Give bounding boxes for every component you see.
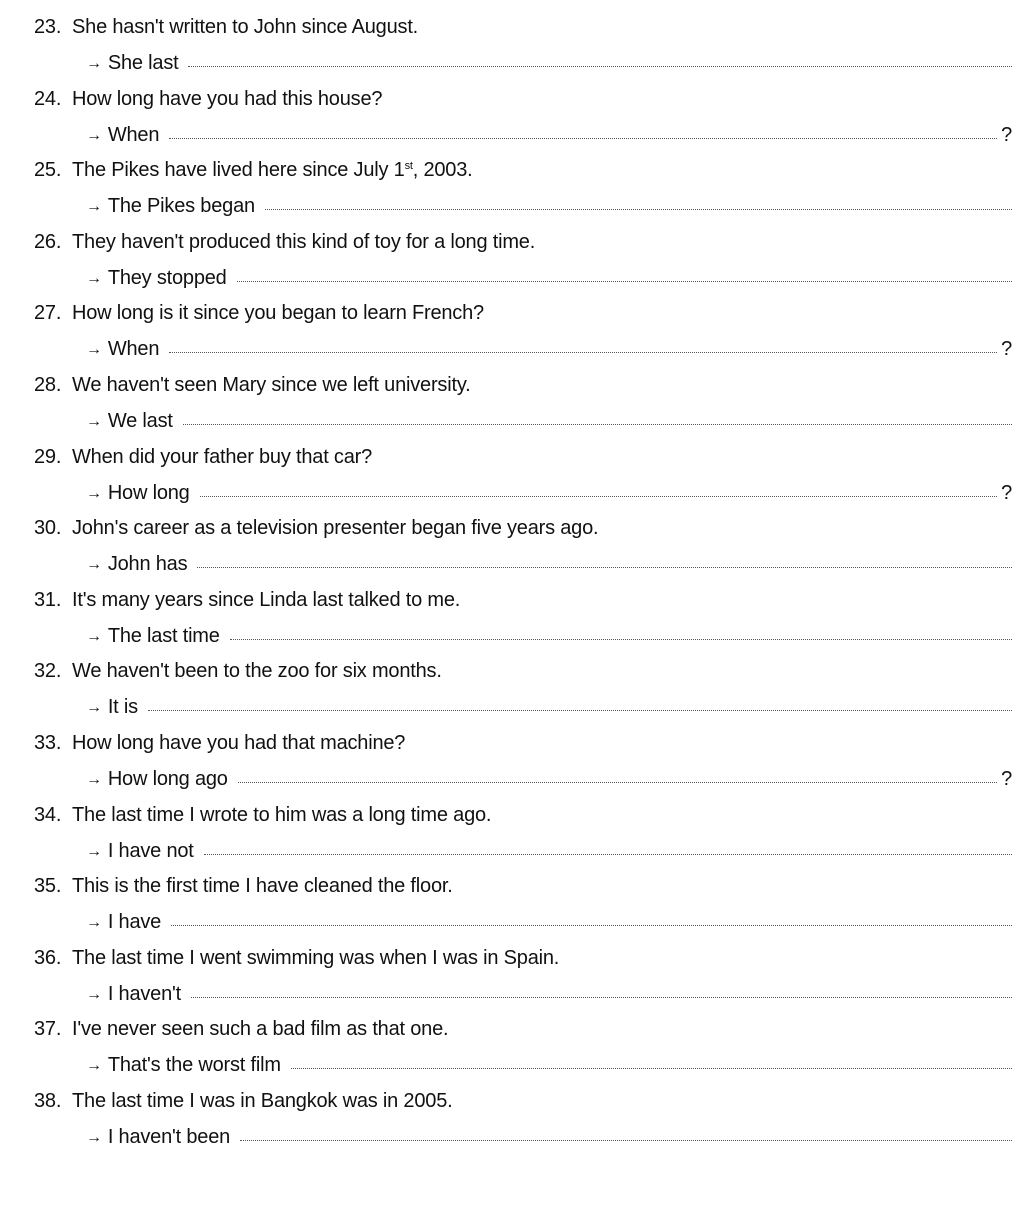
question-sentence bbox=[34, 88, 382, 111]
answer-blank[interactable] bbox=[200, 480, 997, 497]
question-mark: ? bbox=[1001, 123, 1012, 146]
question-text: We haven't seen Mary since we left university. bbox=[72, 373, 471, 396]
question-text: The last time I went swimming was when I was in Spain. bbox=[72, 946, 560, 969]
question-text-end: , 2003. bbox=[412, 159, 473, 182]
question-text: This is the first time I have cleaned the floor. bbox=[72, 875, 453, 898]
question-sentence bbox=[34, 374, 471, 397]
question-number: 38. bbox=[34, 1089, 62, 1112]
exercise-item bbox=[0, 939, 1024, 1011]
arrow-right-icon: → bbox=[86, 269, 102, 287]
arrow-right-icon: → bbox=[86, 126, 102, 144]
question-number: 36. bbox=[34, 946, 62, 969]
answer-line bbox=[86, 911, 1012, 934]
exercise-item bbox=[0, 438, 1024, 510]
arrow-right-icon: → bbox=[86, 985, 102, 1003]
question-number: 37. bbox=[34, 1018, 62, 1041]
arrow-right-icon: → bbox=[86, 556, 102, 574]
answer-prompt: The Pikes began bbox=[107, 195, 255, 218]
answer-prompt: She last bbox=[107, 52, 179, 74]
question-number: 27. bbox=[34, 302, 62, 325]
answer-prompt: When bbox=[107, 123, 160, 146]
question-text: She hasn't written to John since August. bbox=[72, 16, 419, 38]
exercise-item bbox=[0, 509, 1024, 581]
answer-blank[interactable] bbox=[183, 408, 1012, 425]
question-sentence bbox=[34, 804, 491, 827]
question-number: 24. bbox=[34, 87, 62, 110]
answer-line bbox=[86, 696, 1012, 719]
question-sentence bbox=[34, 947, 559, 970]
answer-prompt: I haven't been bbox=[107, 1125, 231, 1148]
answer-line bbox=[86, 768, 1012, 791]
answer-blank[interactable] bbox=[188, 50, 1012, 67]
answer-prompt: When bbox=[107, 338, 160, 361]
answer-blank[interactable] bbox=[265, 193, 1012, 210]
question-number: 34. bbox=[34, 803, 62, 826]
arrow-right-icon: → bbox=[86, 484, 102, 502]
arrow-right-icon: → bbox=[86, 699, 102, 717]
question-text: John's career as a television presenter began five years ago. bbox=[72, 517, 599, 540]
question-sentence bbox=[34, 517, 598, 540]
arrow-right-icon: → bbox=[86, 198, 102, 216]
question-sentence bbox=[34, 589, 460, 612]
answer-prompt: We last bbox=[107, 409, 173, 432]
answer-line bbox=[86, 983, 1012, 1006]
question-sentence bbox=[34, 159, 473, 182]
answer-prompt: How long ago bbox=[107, 767, 228, 790]
arrow-right-icon: → bbox=[86, 842, 102, 860]
question-number: 28. bbox=[34, 373, 62, 396]
question-text: The Pikes have lived here since July 1 bbox=[72, 159, 405, 182]
question-text: When did your father buy that car? bbox=[72, 445, 373, 468]
answer-blank[interactable] bbox=[204, 838, 1012, 855]
question-number: 25. bbox=[34, 159, 62, 182]
question-text: We haven't been to the zoo for six months. bbox=[72, 660, 442, 683]
answer-prompt: I haven't bbox=[107, 982, 181, 1005]
answer-blank[interactable] bbox=[169, 336, 997, 353]
answer-line bbox=[86, 625, 1012, 648]
question-text: The last time I was in Bangkok was in 2005. bbox=[72, 1089, 453, 1112]
question-sentence bbox=[34, 1090, 452, 1113]
worksheet bbox=[0, 8, 1024, 1154]
exercise-item bbox=[0, 294, 1024, 366]
arrow-right-icon: → bbox=[86, 770, 102, 788]
question-number: 23. bbox=[34, 16, 62, 38]
answer-blank[interactable] bbox=[169, 122, 997, 139]
exercise-item bbox=[0, 8, 1024, 80]
answer-blank[interactable] bbox=[240, 1124, 1012, 1141]
answer-blank[interactable] bbox=[237, 265, 1012, 282]
answer-prompt: I have not bbox=[107, 839, 194, 862]
question-mark: ? bbox=[1001, 481, 1012, 504]
question-sentence bbox=[34, 231, 535, 254]
question-text: They haven't produced this kind of toy for a long time. bbox=[72, 230, 536, 253]
exercise-item bbox=[0, 796, 1024, 868]
question-sentence bbox=[34, 16, 418, 39]
arrow-right-icon: → bbox=[86, 627, 102, 645]
exercise-item bbox=[0, 366, 1024, 438]
exercise-item bbox=[0, 223, 1024, 295]
question-number: 26. bbox=[34, 230, 62, 253]
answer-line bbox=[86, 338, 1012, 361]
answer-line bbox=[86, 195, 1012, 218]
answer-line bbox=[86, 267, 1012, 290]
question-number: 33. bbox=[34, 731, 62, 754]
answer-line bbox=[86, 482, 1012, 505]
question-sentence bbox=[34, 1018, 448, 1041]
ordinal-suffix: st bbox=[404, 160, 413, 173]
question-sentence bbox=[34, 446, 372, 469]
answer-prompt: How long bbox=[107, 481, 190, 504]
arrow-right-icon: → bbox=[86, 412, 102, 430]
answer-blank[interactable] bbox=[230, 623, 1012, 640]
answer-prompt: The last time bbox=[107, 624, 220, 647]
arrow-right-icon: → bbox=[86, 1057, 102, 1075]
answer-prompt: John has bbox=[107, 553, 188, 576]
exercise-item bbox=[0, 80, 1024, 152]
question-number: 31. bbox=[34, 588, 62, 611]
answer-prompt: That's the worst film bbox=[107, 1054, 281, 1077]
question-text: It's many years since Linda last talked to me. bbox=[72, 588, 461, 611]
answer-blank[interactable] bbox=[238, 766, 997, 783]
exercise-item bbox=[0, 151, 1024, 223]
question-sentence bbox=[34, 732, 405, 755]
question-text: How long have you had this house? bbox=[72, 87, 383, 110]
arrow-right-icon: → bbox=[86, 55, 102, 72]
question-mark: ? bbox=[1001, 767, 1012, 790]
answer-blank[interactable] bbox=[148, 694, 1012, 711]
answer-blank[interactable] bbox=[171, 909, 1012, 926]
question-mark: ? bbox=[1001, 338, 1012, 361]
exercise-item bbox=[0, 581, 1024, 653]
exercise-item bbox=[0, 867, 1024, 939]
question-text: How long is it since you began to learn French? bbox=[72, 302, 484, 325]
answer-blank[interactable] bbox=[197, 551, 1012, 568]
question-number: 35. bbox=[34, 875, 62, 898]
exercise-item bbox=[0, 724, 1024, 796]
answer-line bbox=[86, 840, 1012, 863]
answer-line bbox=[86, 1126, 1012, 1149]
answer-prompt: I have bbox=[107, 911, 162, 934]
question-number: 29. bbox=[34, 445, 62, 468]
answer-prompt: They stopped bbox=[107, 266, 227, 289]
question-text: I've never seen such a bad film as that one. bbox=[72, 1018, 449, 1041]
arrow-right-icon: → bbox=[86, 914, 102, 932]
answer-line bbox=[86, 1054, 1012, 1077]
exercise-item bbox=[0, 652, 1024, 724]
answer-line bbox=[86, 410, 1012, 433]
question-sentence bbox=[34, 660, 442, 683]
answer-line bbox=[86, 553, 1012, 576]
question-sentence bbox=[34, 875, 453, 898]
exercise-item bbox=[0, 1082, 1024, 1154]
answer-prompt: It is bbox=[107, 696, 138, 719]
question-number: 32. bbox=[34, 660, 62, 683]
question-sentence bbox=[34, 302, 484, 325]
answer-line bbox=[86, 124, 1012, 147]
question-text: The last time I wrote to him was a long time ago. bbox=[72, 803, 492, 826]
answer-blank[interactable] bbox=[291, 1052, 1012, 1069]
arrow-right-icon: → bbox=[86, 341, 102, 359]
answer-line bbox=[86, 52, 1012, 75]
question-number: 30. bbox=[34, 517, 62, 540]
question-text: How long have you had that machine? bbox=[72, 731, 406, 754]
answer-blank[interactable] bbox=[191, 981, 1012, 998]
arrow-right-icon: → bbox=[86, 1128, 102, 1146]
exercise-item bbox=[0, 1010, 1024, 1082]
